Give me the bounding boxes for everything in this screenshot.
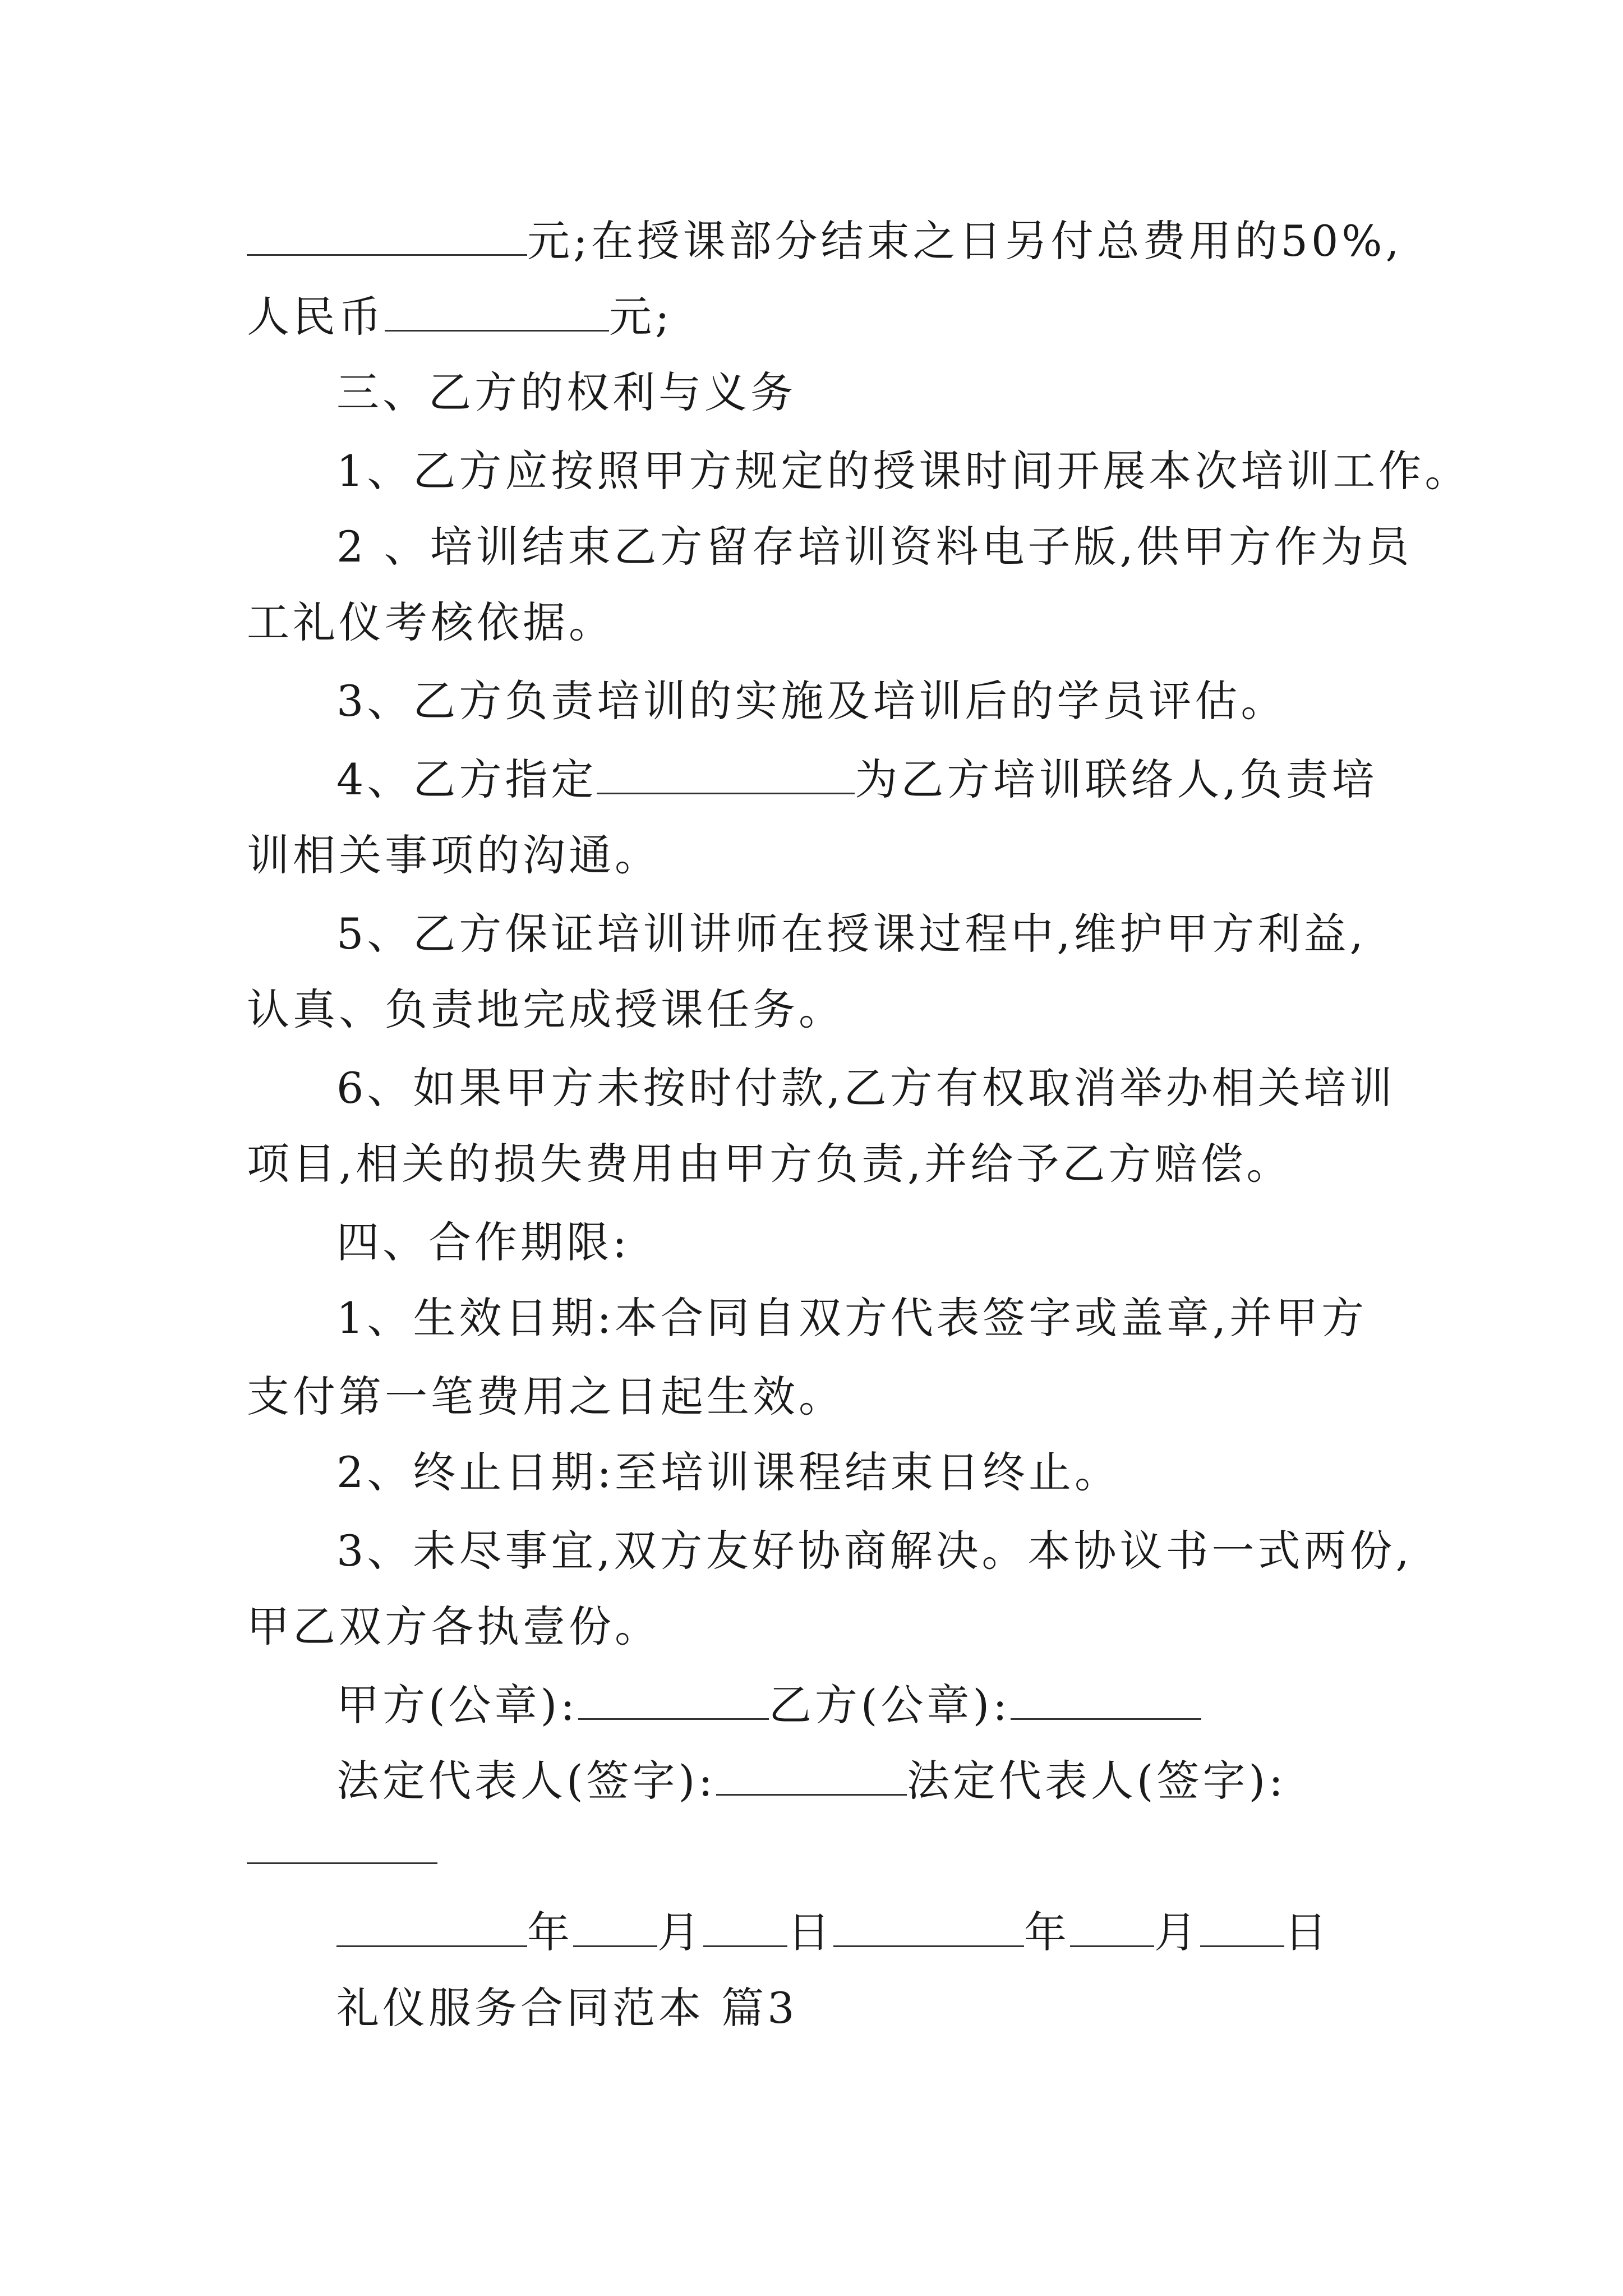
representative-line	[336, 1753, 1287, 1809]
month-label: 月	[657, 1907, 703, 1957]
year-blank	[336, 1906, 527, 1947]
payment-line-2	[247, 289, 673, 345]
amount-blank	[385, 291, 609, 332]
text-segment: 4、乙方指定	[336, 754, 597, 804]
paragraph-line: 支付第一笔费用之日起生效。	[247, 1372, 845, 1421]
month-label: 月	[1154, 1907, 1200, 1957]
paragraph-line: 甲乙双方各执壹份。	[247, 1602, 661, 1651]
day-label: 日	[1284, 1907, 1330, 1957]
paragraph-line: 3、乙方负责培训的实施及培训后的学员评估。	[336, 676, 1287, 726]
text-segment: 人民币	[247, 292, 385, 342]
date-line	[336, 1904, 1330, 1961]
day-label: 日	[787, 1907, 833, 1957]
paragraph-line: 3、未尽事宜,双方友好协商解决。本协议书一式两份,	[336, 1526, 1413, 1576]
year-blank	[833, 1906, 1024, 1947]
section-heading: 三、乙方的权利与义务	[336, 367, 796, 417]
paragraph-line	[336, 752, 1378, 808]
party-b-representative-label: 法定代表人(签字):	[906, 1756, 1287, 1806]
party-a-seal-blank	[578, 1679, 769, 1720]
text-segment: 为乙方培训联络人,负责培	[855, 754, 1378, 804]
paragraph-line: 5、乙方保证培训讲师在授课过程中,维护甲方利益,	[336, 909, 1367, 959]
paragraph-line: 6、如果甲方未按时付款,乙方有权取消举办相关培训	[336, 1063, 1396, 1113]
text-segment: 元;在授课部分结束之日另付总费用的50%,	[527, 216, 1403, 266]
paragraph-line: 2 、培训结束乙方留存培训资料电子版,供甲方作为员	[336, 522, 1413, 572]
paragraph-line: 1、生效日期:本合同自双方代表签字或盖章,并甲方	[336, 1293, 1368, 1343]
month-blank	[1070, 1906, 1154, 1947]
section-heading: 四、合作期限:	[336, 1217, 630, 1267]
party-b-seal-blank	[1011, 1679, 1201, 1720]
day-blank	[1200, 1906, 1284, 1947]
paragraph-line: 2、终止日期:至培训课程结束日终止。	[336, 1447, 1121, 1497]
amount-blank	[247, 215, 527, 256]
payment-line-1	[247, 213, 1403, 269]
contact-blank	[597, 753, 855, 794]
year-label: 年	[527, 1907, 573, 1957]
party-b-seal-label: 乙方(公章):	[768, 1680, 1011, 1730]
party-b-representative-blank	[247, 1862, 437, 1864]
seal-line	[336, 1677, 1201, 1733]
section-title: 礼仪服务合同范本 篇3	[336, 1983, 798, 2033]
year-label: 年	[1024, 1907, 1070, 1957]
month-blank	[573, 1906, 657, 1947]
paragraph-line: 工礼仪考核依据。	[247, 597, 615, 647]
paragraph-line: 1、乙方应按照甲方规定的授课时间开展本次培训工作。	[336, 446, 1471, 496]
party-a-seal-label: 甲方(公章):	[336, 1680, 578, 1730]
day-blank	[703, 1906, 787, 1947]
paragraph-line: 项目,相关的损失费用由甲方负责,并给予乙方赔偿。	[247, 1139, 1293, 1189]
party-a-representative-label: 法定代表人(签字):	[336, 1756, 716, 1806]
paragraph-line: 训相关事项的沟通。	[247, 830, 661, 880]
party-a-representative-blank	[716, 1755, 907, 1796]
text-segment: 元;	[609, 292, 673, 342]
paragraph-line: 认真、负责地完成授课任务。	[247, 984, 845, 1034]
